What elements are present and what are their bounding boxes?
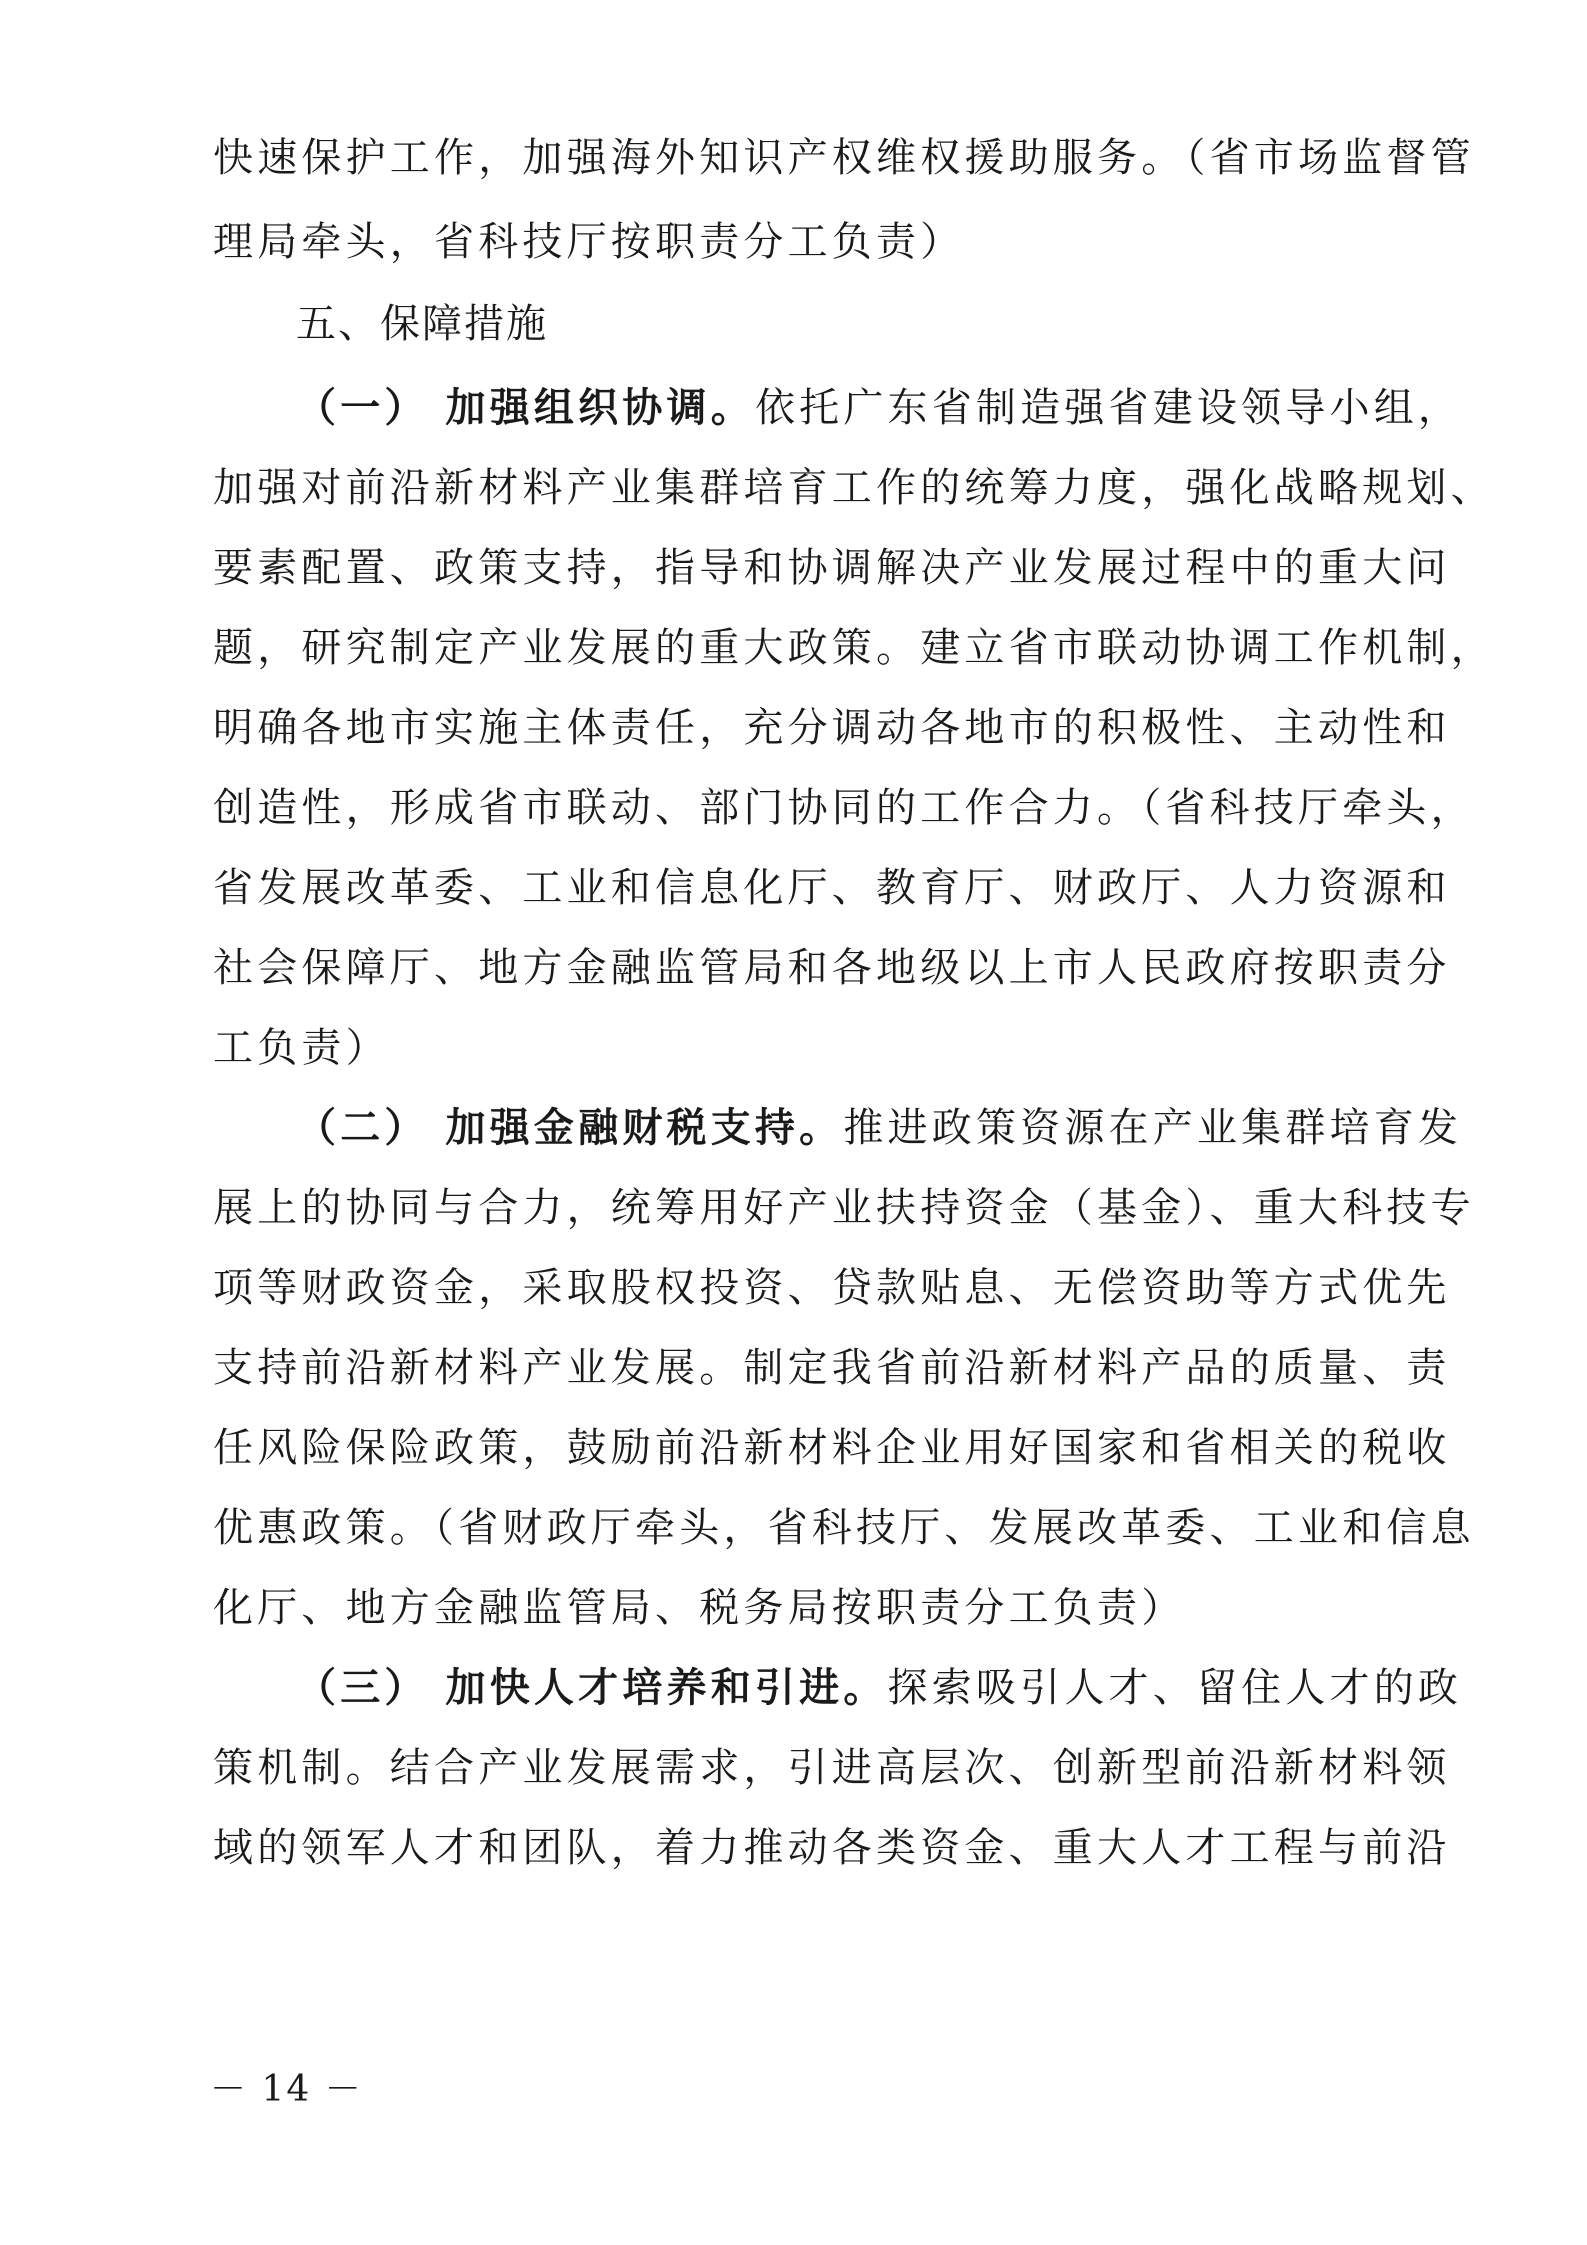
text-line: 优惠政策。（省财政厅牵头，省科技厅、发展改革委、工业和信息 xyxy=(213,1505,1475,1551)
text-line: 策机制。结合产业发展需求，引进高层次、创新型前沿新材料领 xyxy=(213,1745,1451,1791)
subsection-label: （二） xyxy=(296,1105,429,1151)
subsection-heading-3 xyxy=(296,1646,1463,1730)
text-line: 项等财政资金，采取股权投资、贷款贴息、无偿资助等方式优先 xyxy=(213,1265,1451,1311)
subsection-title: 加强组织协调。 xyxy=(445,385,755,431)
text-line: 要素配置、政策支持，指导和协调解决产业发展过程中的重大问 xyxy=(213,545,1451,591)
subsection-label: （一） xyxy=(296,385,429,431)
text-line: 创造性，形成省市联动、部门协同的工作合力。（省科技厅牵头， xyxy=(213,785,1475,831)
text-line: 明确各地市实施主体责任，充分调动各地市的积极性、主动性和 xyxy=(213,705,1451,751)
text-line: 省发展改革委、工业和信息化厅、教育厅、财政厅、人力资源和 xyxy=(213,865,1451,911)
text-line: 展上的协同与合力，统筹用好产业扶持资金（基金）、重大科技专 xyxy=(213,1185,1475,1231)
text-line: 支持前沿新材料产业发展。制定我省前沿新材料产品的质量、责 xyxy=(213,1345,1451,1391)
page-number: － 14 － xyxy=(210,2069,363,2110)
text-line: 任风险保险政策，鼓励前沿新材料企业用好国家和省相关的税收 xyxy=(213,1425,1451,1471)
text-line: 工负责） xyxy=(213,1025,390,1071)
subsection-text: 推进政策资源在产业集群培育发 xyxy=(843,1105,1463,1151)
text-line: 加强对前沿新材料产业集群培育工作的统筹力度，强化战略规划、 xyxy=(213,465,1495,511)
text-line: 理局牵头，省科技厅按职责分工负责） xyxy=(213,219,965,265)
subsection-text: 依托广东省制造强省建设领导小组， xyxy=(754,385,1463,431)
subsection-heading-1 xyxy=(296,366,1463,450)
text-line: 快速保护工作，加强海外知识产权维权援助服务。（省市场监督管 xyxy=(213,135,1475,181)
text-line: 域的领军人才和团队，着力推动各类资金、重大人才工程与前沿 xyxy=(213,1825,1451,1871)
subsection-label: （三） xyxy=(296,1665,429,1711)
subsection-heading-2 xyxy=(296,1086,1463,1170)
subsection-text: 探索吸引人才、留住人才的政 xyxy=(887,1665,1463,1711)
text-line: 题，研究制定产业发展的重大政策。建立省市联动协调工作机制， xyxy=(213,625,1495,671)
subsection-title: 加强金融财税支持。 xyxy=(445,1105,844,1151)
text-line: 化厅、地方金融监管局、税务局按职责分工负责） xyxy=(213,1585,1186,1631)
section-heading: 五、保障措施 xyxy=(296,301,548,347)
text-line: 社会保障厅、地方金融监管局和各地级以上市人民政府按职责分 xyxy=(213,945,1451,991)
subsection-title: 加快人才培养和引进。 xyxy=(445,1665,888,1711)
